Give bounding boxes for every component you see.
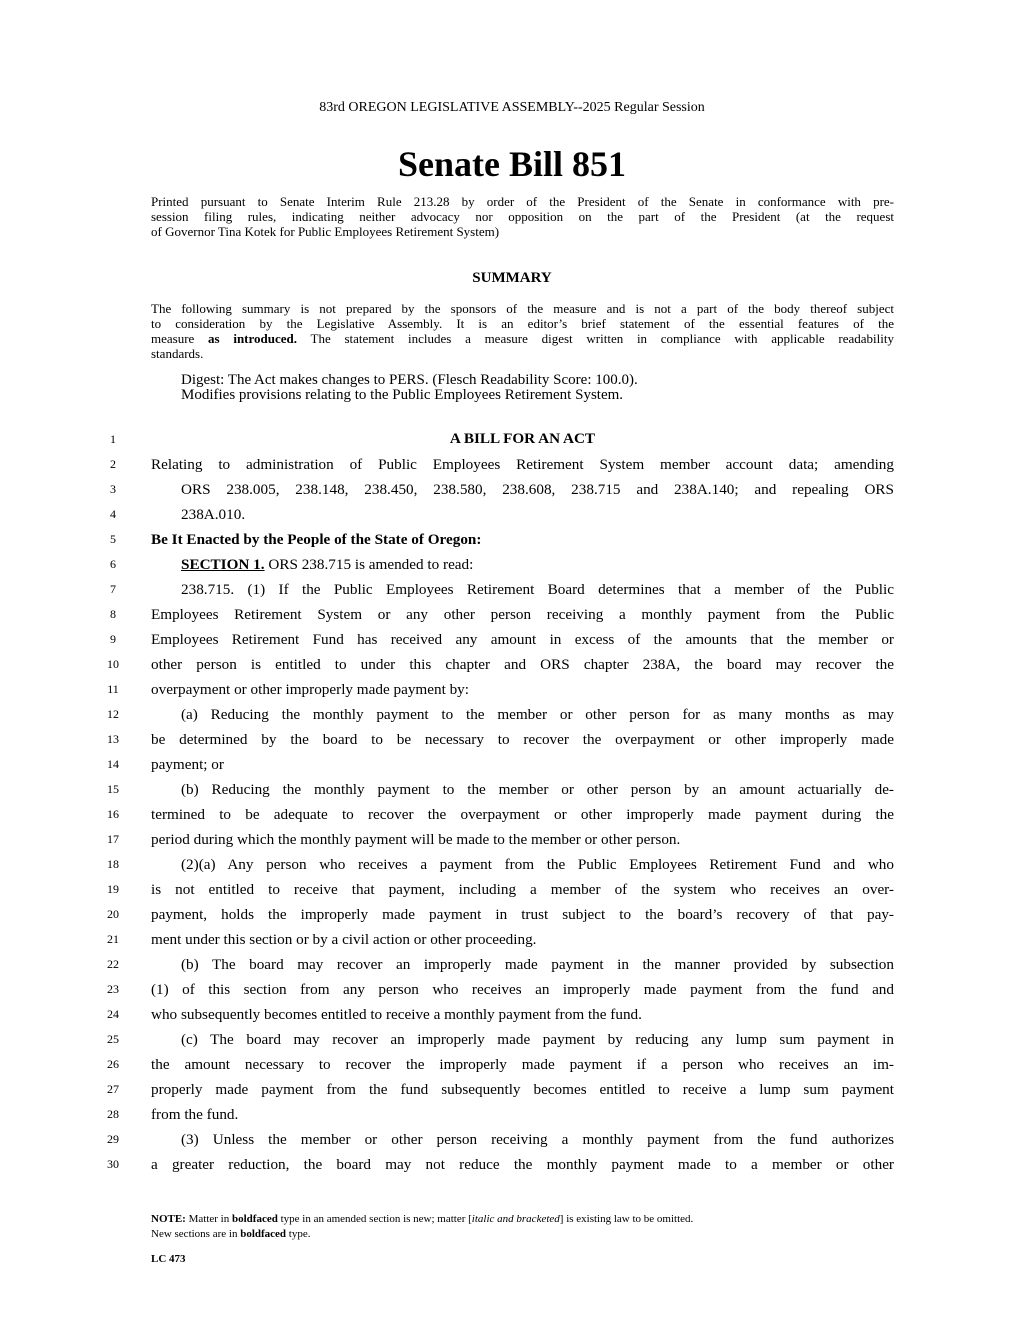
line-number: 9 — [110, 632, 116, 646]
enacting-clause: Be It Enacted by the People of the State of Oregon: — [151, 531, 482, 548]
bill-line: be determined by the board to be necessary to recover the overpayment or other improperly made — [151, 731, 894, 748]
summary-line-1: The following summary is not prepared by the sponsors of the measure and is not a part of the body thereof subject — [151, 301, 894, 316]
bill-line: payment, holds the improperly made payment in trust subject to the board’s recovery of that pay- — [151, 906, 894, 923]
section-label: SECTION 1. — [181, 556, 265, 573]
bill-line: ORS 238.005, 238.148, 238.450, 238.580, 238.608, 238.715 and 238A.140; and repealing ORS — [181, 481, 894, 498]
line-number: 4 — [110, 507, 116, 521]
page-title: Senate Bill 851 — [397, 144, 626, 184]
summary-text — [151, 301, 894, 361]
bill-line: ment under this section or by a civil action or other proceeding. — [151, 931, 537, 948]
bill-line: Relating to administration of Public Employees Retirement System member account data; amending — [151, 456, 894, 473]
line-number: 8 — [110, 607, 116, 621]
footnote-line-1: NOTE: Matter in boldfaced type in an amended section is new; matter [italic and bracketed] is existing law to be omitted. — [151, 1213, 694, 1225]
bill-line: 238.715. (1) If the Public Employees Retirement Board determines that a member of the Public — [181, 581, 894, 598]
line-number: 11 — [107, 682, 119, 696]
printed-line-1: Printed pursuant to Senate Interim Rule 213.28 by order of the President of the Senate in conformance with pre- — [151, 194, 894, 209]
line-number: 25 — [107, 1032, 119, 1046]
line-number: 2 — [110, 457, 116, 471]
bill-line: the amount necessary to recover the improperly made payment if a person who receives an im- — [151, 1056, 894, 1073]
line-number: 17 — [107, 832, 119, 846]
digest-line-2: Modifies provisions relating to the Public Employees Retirement System. — [181, 387, 624, 403]
line-number: 13 — [107, 732, 119, 746]
bill-line: other person is entitled to under this chapter and ORS chapter 238A, the board may recover the — [151, 656, 894, 673]
line-number: 6 — [110, 557, 116, 571]
bill-line: (a) Reducing the monthly payment to the member or other person for as many months as may — [181, 706, 894, 723]
line-number: 3 — [110, 482, 116, 496]
line-number: 12 — [107, 707, 119, 721]
line-number: 15 — [107, 782, 119, 796]
bill-line: (b) The board may recover an improperly made payment in the manner provided by subsection — [181, 956, 894, 973]
bill-line: Employees Retirement Fund has received any amount in excess of the amounts that the member or — [151, 631, 894, 648]
bill-line: a greater reduction, the board may not reduce the monthly payment made to a member or other — [151, 1156, 894, 1173]
line-number: 22 — [107, 957, 119, 971]
line-number: 5 — [110, 532, 116, 546]
bill-heading: A BILL FOR AN ACT — [449, 430, 596, 447]
bill-line: from the fund. — [151, 1106, 239, 1123]
digest — [181, 373, 894, 403]
line-number: 29 — [107, 1132, 119, 1146]
line-number: 26 — [107, 1057, 119, 1071]
bill-line: (3) Unless the member or other person receiving a monthly payment from the fund authorizes — [181, 1131, 894, 1148]
lc-number: LC 473 — [151, 1253, 186, 1265]
bill-line: (1) of this section from any person who receives an improperly made payment from the fund and — [151, 981, 894, 998]
digest-line-1: Digest: The Act makes changes to PERS. (Flesch Readability Score: 100.0). — [181, 372, 638, 388]
line-number: 16 — [107, 807, 119, 821]
bill-line: who subsequently becomes entitled to receive a monthly payment from the fund. — [151, 1006, 642, 1023]
line-number: 1 — [110, 432, 116, 446]
bill-line: payment; or — [151, 756, 224, 773]
printed-line-2: session filing rules, indicating neither advocacy nor opposition on the part of the President (at the request — [151, 209, 894, 224]
bill-line: properly made payment from the fund subsequently becomes entitled to receive a lump sum payment — [151, 1081, 894, 1098]
bill-line: is not entitled to receive that payment, including a member of the system who receives an over- — [151, 881, 894, 898]
bill-line: termined to be adequate to recover the overpayment or other improperly made payment during the — [151, 806, 894, 823]
bill-line: overpayment or other improperly made payment by: — [151, 681, 469, 698]
summary-heading: SUMMARY — [472, 270, 552, 286]
line-number: 21 — [107, 932, 119, 946]
line-number: 18 — [107, 857, 119, 871]
line-number: 20 — [107, 907, 119, 921]
summary-line-4: standards. — [151, 346, 204, 361]
line-number: 24 — [107, 1007, 119, 1021]
footnote-line-2: New sections are in boldfaced type. — [151, 1228, 311, 1240]
line-number: 7 — [110, 582, 116, 596]
line-number: 19 — [107, 882, 119, 896]
line-number: 14 — [107, 757, 119, 771]
line-number: 30 — [107, 1157, 119, 1171]
summary-line-3: measure as introduced. The statement includes a measure digest written in compliance with applicable readability — [151, 331, 895, 346]
line-number: 27 — [107, 1082, 119, 1096]
printed-statement — [151, 194, 894, 239]
session-header: 83rd OREGON LEGISLATIVE ASSEMBLY--2025 Regular Session — [319, 100, 705, 115]
footnote — [151, 1212, 894, 1242]
summary-line-2: to consideration by the Legislative Assembly. It is an editor’s brief statement of the essential features of the — [151, 316, 894, 331]
bill-line: (c) The board may recover an improperly made payment by reducing any lump sum payment in — [181, 1031, 894, 1048]
bill-line: (2)(a) Any person who receives a payment from the Public Employees Retirement Fund and who — [181, 856, 894, 873]
line-number: 28 — [107, 1107, 119, 1121]
bill-line: 238A.010. — [181, 506, 246, 523]
bill-line: (b) Reducing the monthly payment to the member or other person by an amount actuarially de- — [181, 781, 894, 798]
line-number: 10 — [107, 657, 119, 671]
printed-line-3: of Governor Tina Kotek for Public Employees Retirement System) — [151, 224, 500, 239]
bill-line: period during which the monthly payment will be made to the member or other person. — [151, 831, 681, 848]
line-number: 23 — [107, 982, 119, 996]
bill-line: Employees Retirement System or any other person receiving a monthly payment from the Public — [151, 606, 894, 623]
bill-line: SECTION 1. ORS 238.715 is amended to read: — [181, 556, 474, 573]
